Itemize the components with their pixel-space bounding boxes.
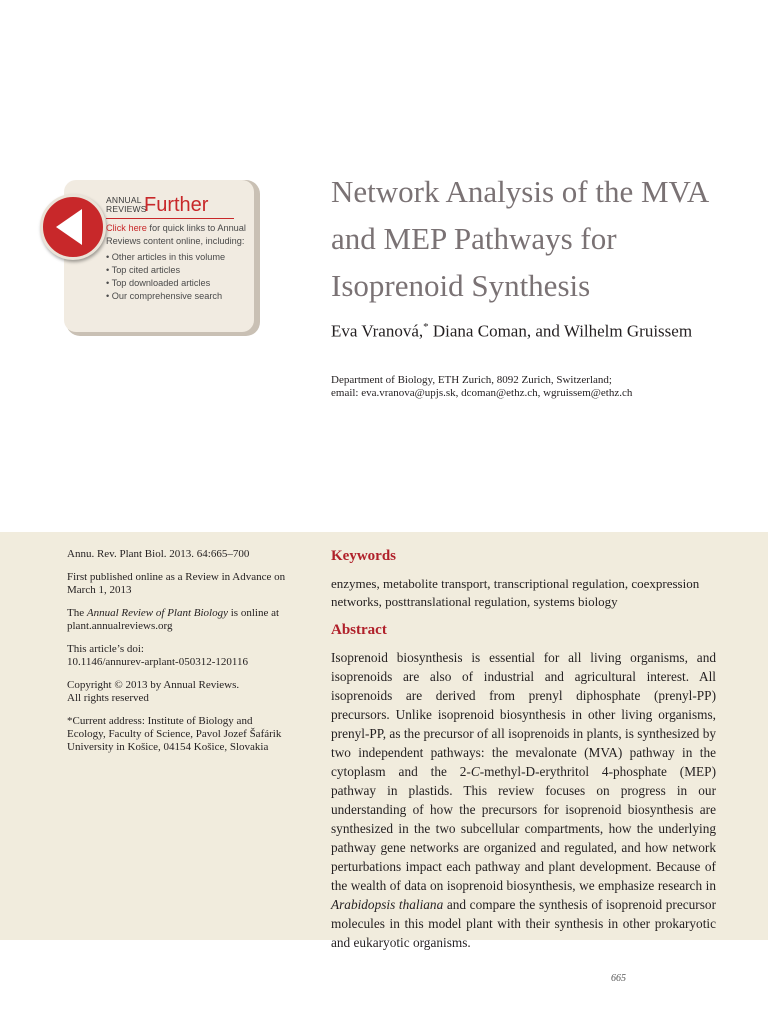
abstract-part: Isoprenoid biosynthesis is essential for all living organisms, and isoprenoids are also of industrial and agricultural interest. All isoprenoids are derived from prenyl diphosphate (prenyl-PP) precursors. Unlike isoprenoid biosynthesis in other living organisms, prenyl-PP, as the precursor of all isoprenoids in plants, is synthesized by two independent pathways: the mevalonate (MVA) pathway in the cytoplasm and the 2-	[331, 650, 716, 779]
authors-rest: Diana Coman, and Wilhelm Gruissem	[428, 321, 693, 341]
doi-block	[67, 643, 292, 669]
article-title	[331, 168, 751, 309]
title-line: Isoprenoid Synthesis	[331, 268, 591, 303]
further-divider	[106, 218, 234, 219]
affiliation	[331, 374, 761, 400]
further-link-top-cited[interactable]: • Top cited articles	[106, 264, 248, 277]
doi-label: This article’s doi:	[67, 643, 144, 655]
further-description	[106, 222, 248, 303]
title-line: and MEP Pathways for	[331, 221, 617, 256]
further-label: Further	[144, 194, 209, 216]
title-line: Network Analysis of the MVA	[331, 174, 710, 209]
keywords-heading: Keywords	[331, 548, 396, 564]
author-list	[331, 316, 751, 343]
keywords-text: enzymes, metabolite transport, transcriptional regulation, coexpression networks, posttranslational regulation, systems biology	[331, 576, 700, 609]
affiliation-emails: email: eva.vranova@upjs.sk, dcoman@ethz.ch, wgruissem@ethz.ch	[331, 387, 633, 399]
journal-name: Annual Review of Plant Biology	[86, 607, 228, 619]
online-note	[67, 607, 292, 633]
citation: Annu. Rev. Plant Biol. 2013. 64:665–700	[67, 548, 250, 560]
abstract-species: Arabidopsis thaliana	[331, 897, 444, 912]
logo-reviews: REVIEWS	[106, 204, 147, 214]
abstract-part: -methyl-	[479, 764, 526, 779]
author-footnote-mark: *	[423, 321, 429, 333]
online-pre: The	[67, 607, 87, 619]
affiliation-department: Department of Biology, ETH Zurich, 8092 Zurich, Switzerland;	[331, 374, 612, 386]
article-metadata	[67, 548, 292, 764]
rights-reserved: All rights reserved	[67, 692, 149, 704]
online-post: is online at plant.annualreviews.org	[67, 607, 280, 632]
back-arrow-icon[interactable]	[40, 194, 106, 260]
arrow-left-icon	[56, 209, 82, 245]
abstract-smallcap-d: D	[525, 764, 536, 779]
further-intro: for quick links to Annual Reviews content online, including:	[106, 223, 246, 246]
abstract-italic-c: C	[470, 764, 480, 779]
doi-value[interactable]: 10.1146/annurev-arplant-050312-120116	[67, 656, 248, 668]
click-here-link[interactable]: Click here	[106, 223, 147, 233]
further-link-top-downloaded[interactable]: • Top downloaded articles	[106, 277, 248, 290]
annual-reviews-logo	[106, 196, 147, 214]
further-box[interactable]	[40, 180, 262, 340]
further-link-other-articles[interactable]: • Other articles in this volume	[106, 251, 248, 264]
abstract-text	[331, 648, 716, 952]
abstract-part: -erythritol 4-phosphate (MEP) pathway in plastids. This review focuses on progress in our understanding of how the precursors for isoprenoid biosynthesis are synthesized in the two subcellular compartments, how the underlying pathway gene networks are organized and regulated, and how network perturbations impact each pathway and plant development. Because of the wealth of data on isoprenoid biosynthesis, we emphasize research in	[331, 764, 716, 893]
current-address-note: *Current address: Institute of Biology and Ecology, Faculty of Science, Pavol Jozef Šafárik University in Košice, 04154 Košice, Slovakia	[67, 715, 282, 753]
copyright: Copyright © 2013 by Annual Reviews.	[67, 679, 240, 691]
further-links-list	[106, 251, 248, 303]
abstract-part: and compare the synthesis of isoprenoid precursor molecules in this model plant with their synthesis in other prokaryotic and eukaryotic organisms.	[331, 897, 716, 950]
published-note: First published online as a Review in Advance on March 1, 2013	[67, 571, 286, 596]
author-vranova: Eva Vranová,	[331, 321, 424, 341]
abstract-heading: Abstract	[331, 622, 387, 638]
page-number: 665	[611, 973, 626, 984]
copyright-block	[67, 679, 292, 705]
further-link-search[interactable]: • Our comprehensive search	[106, 290, 248, 303]
logo-annual: ANNUAL	[106, 195, 142, 205]
